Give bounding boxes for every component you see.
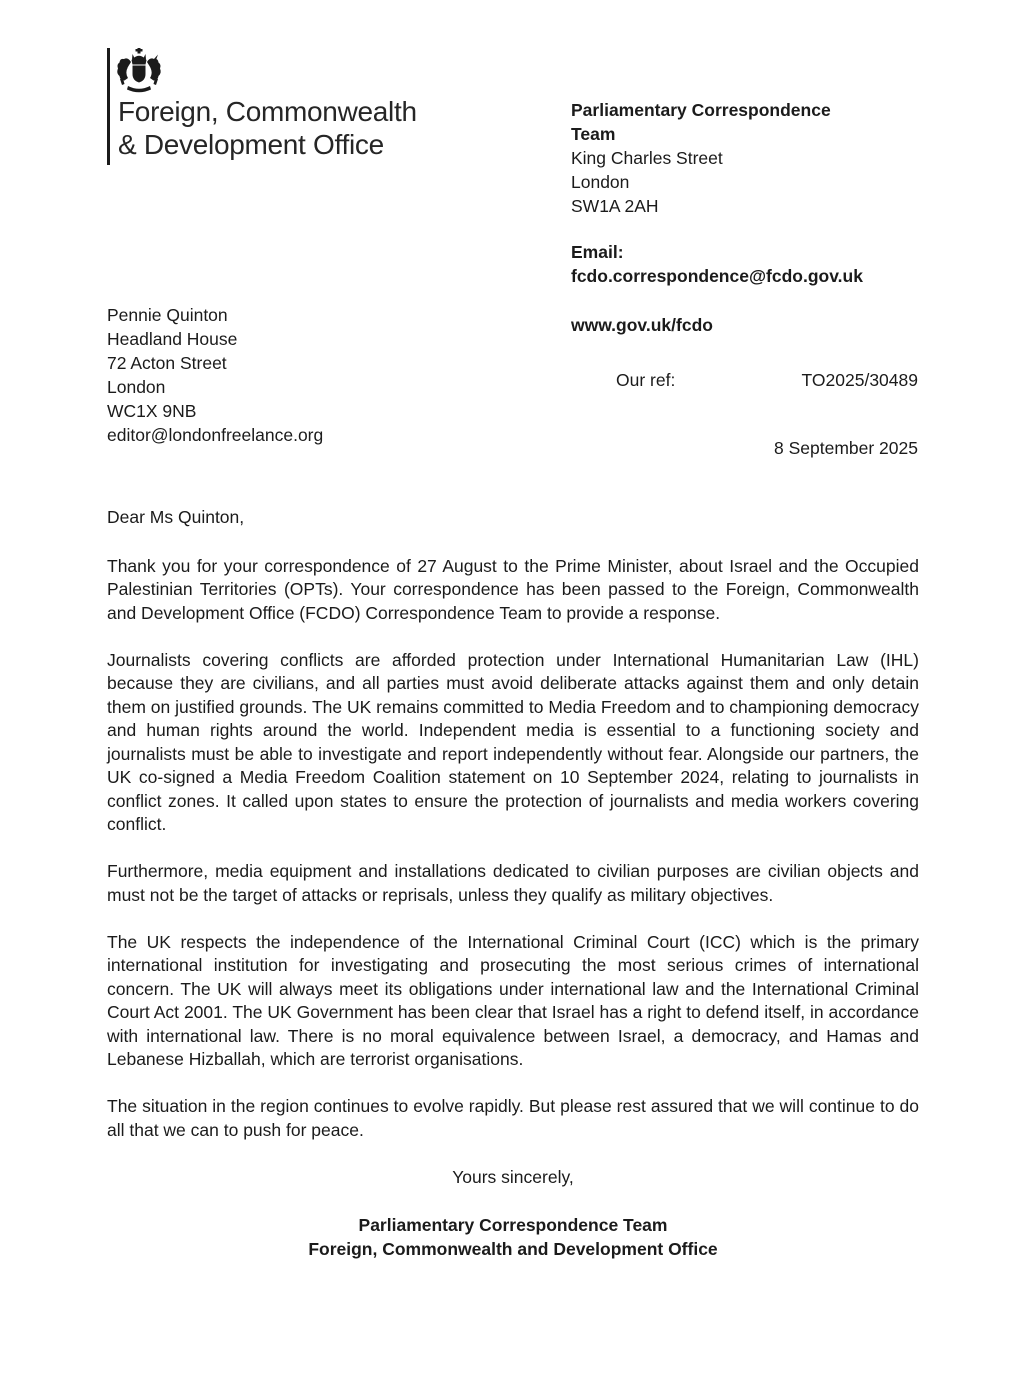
office-address-block [571,98,921,337]
closing-phrase: Yours sincerely, [452,1166,574,1187]
office-address-line: London [571,172,630,192]
body-paragraph: Thank you for your correspondence of 27 August to the Prime Minister, about Israel and the Occupied Palestinian Territories (OPTs). Your correspondence has been passed to the Foreign, Commonwealth and Development Office (FCDO) Correspondence Team to provide a response. [107,555,919,623]
signature-block [107,1214,919,1261]
office-team-line2: Team [571,124,616,144]
office-team-line1: Parliamentary Correspondence [571,100,831,120]
letter-date: 8 September 2025 [774,438,918,458]
office-address-line: King Charles Street [571,148,723,168]
salutation: Dear Ms Quinton, [107,507,245,527]
recipient-postcode: WC1X 9NB [107,401,197,421]
body-paragraph: The UK respects the independence of the International Criminal Court (ICC) which is the primary international institution for investigating and prosecuting the most serious crimes of international concern. The UK will always meet its obligations under international law and the International Criminal Court Act 2001. The UK Government has been clear that Israel has a right to defend itself, in accordance with international law. There is no moral equivalence between Israel, a democracy, and Hamas and Lebanese Hizballah, which are terrorist organisations. [107,931,919,1069]
department-name [118,95,417,161]
recipient-address-block [107,303,323,447]
office-address-line: SW1A 2AH [571,196,659,216]
recipient-address-line: Headland House [107,329,238,349]
email-label: Email: [571,242,624,262]
department-name-line2: & Development Office [118,129,384,160]
signature-team: Parliamentary Correspondence Team [358,1215,668,1235]
recipient-email: editor@londonfreelance.org [107,425,324,445]
body-paragraph: Furthermore, media equipment and installations dedicated to civilian purposes are civilian objects and must not be the target of attacks or reprisals, unless they qualify as military objectives. [107,861,919,905]
letter-body [107,506,919,1261]
reference-row [571,370,918,391]
logo-divider-bar [107,48,110,165]
reference-label: Our ref: [616,370,676,390]
signature-department: Foreign, Commonwealth and Development Office [308,1238,718,1259]
royal-coat-of-arms-icon [116,48,162,98]
body-paragraph: Journalists covering conflicts are afforded protection under International Humanitarian Law (IHL) because they are civilians, and all parties must avoid deliberate attacks against them and only detain them on justified grounds. The UK remains committed to Media Freedom and to championing democracy and human rights around the world. Independent media is essential to a functioning society and journalists must be able to investigate and report independently without fear. Alongside our partners, the UK co-signed a Media Freedom Coalition statement on 10 September 2024, relating to journalists in conflict zones. It called upon states to ensure the protection of journalists and media workers covering conflict. [107,649,919,834]
email-address: fcdo.correspondence@fcdo.gov.uk [571,266,863,286]
department-name-line1: Foreign, Commonwealth [118,96,417,127]
recipient-name: Pennie Quinton [107,305,228,325]
website-url: www.gov.uk/fcdo [571,315,713,335]
reference-value: TO2025/30489 [801,370,918,390]
recipient-address-line: London [107,377,166,397]
body-paragraph: The situation in the region continues to evolve rapidly. But please rest assured that we will continue to do all that we can to push for peace. [107,1096,919,1140]
recipient-address-line: 72 Acton Street [107,353,227,373]
